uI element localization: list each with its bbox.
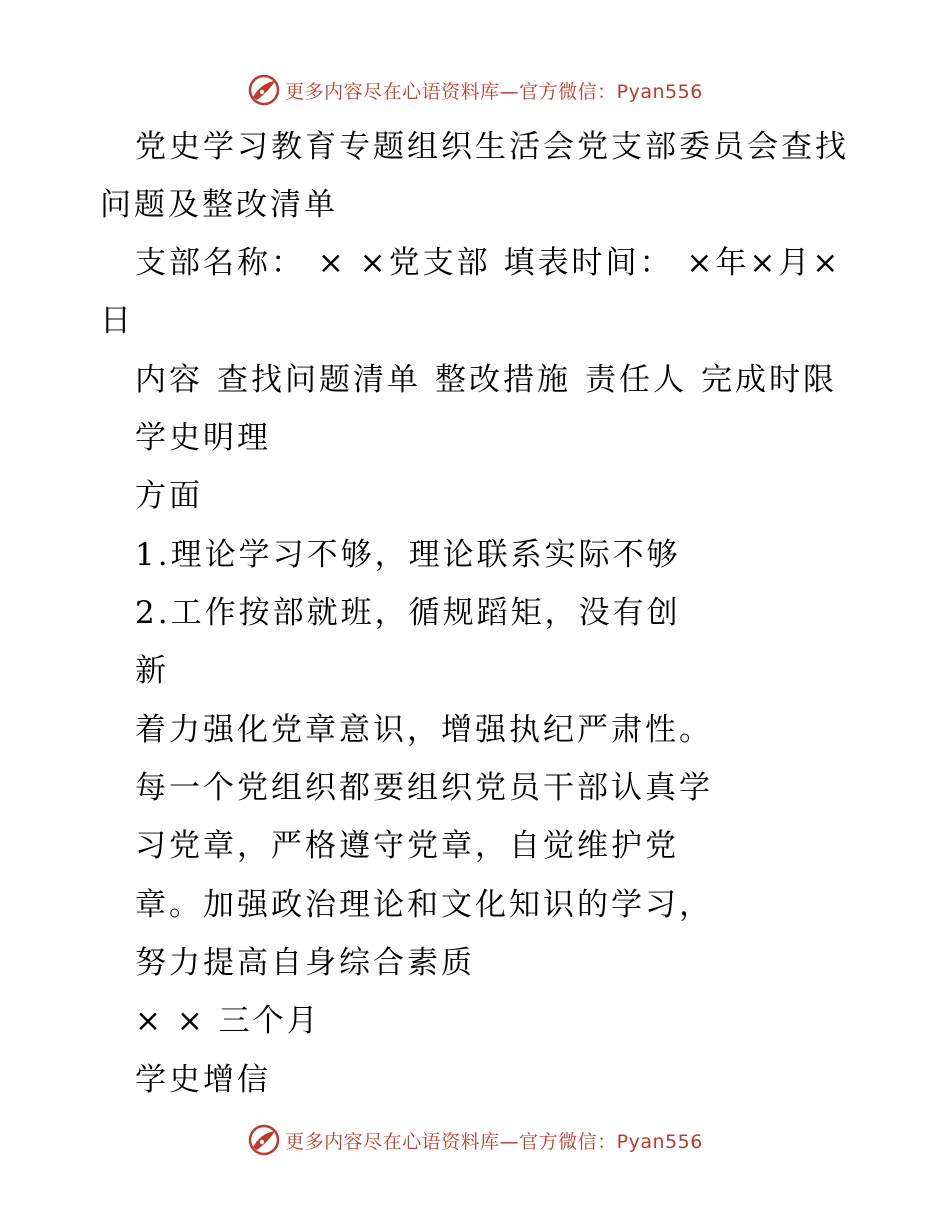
measure-line-4: 章。加强政治理论和文化知识的学习， xyxy=(135,887,713,923)
pen-logo-icon xyxy=(247,73,281,107)
banner-text: 更多内容尽在心语资料库—官方微信：Pyan556 xyxy=(285,80,703,103)
problem-item-2-line-2: 新 xyxy=(135,653,169,689)
section-1-label-line-1: 学史明理 xyxy=(135,420,271,456)
branch-meta-line-1: 支部名称： × ×党支部 填表时间： ×年×月× xyxy=(135,245,842,281)
header-deadline: 完成时限 xyxy=(701,362,837,398)
header-problem-list: 查找问题清单 xyxy=(217,362,421,398)
measure-line-5: 努力提高自身综合素质 xyxy=(135,945,475,981)
header-banner xyxy=(0,70,950,110)
table-header-row xyxy=(135,360,837,400)
header-content: 内容 xyxy=(135,362,203,398)
pen-logo-icon xyxy=(247,1123,281,1157)
footer-banner xyxy=(0,1120,950,1160)
document-title-line-2: 问题及整改清单 xyxy=(100,187,338,223)
branch-meta-line-2: 日 xyxy=(100,303,134,339)
section-2-label: 学史增信 xyxy=(135,1062,271,1098)
header-responsible: 责任人 xyxy=(585,362,687,398)
problem-item-1: 1.理论学习不够，理论联系实际不够 xyxy=(135,537,681,573)
section-1-label-line-2: 方面 xyxy=(135,478,203,514)
responsible-and-deadline: × × 三个月 xyxy=(135,1003,321,1039)
measure-line-2: 每一个党组织都要组织党员干部认真学 xyxy=(135,770,713,806)
problem-item-2-line-1: 2.工作按部就班，循规蹈矩，没有创 xyxy=(135,595,681,631)
banner-text: 更多内容尽在心语资料库—官方微信：Pyan556 xyxy=(285,1130,703,1153)
header-measures: 整改措施 xyxy=(435,362,571,398)
measure-line-3: 习党章，严格遵守党章，自觉维护党 xyxy=(135,828,679,864)
document-title-line-1: 党史学习教育专题组织生活会党支部委员会查找 xyxy=(135,129,849,165)
measure-line-1: 着力强化党章意识，增强执纪严肃性。 xyxy=(135,712,713,748)
